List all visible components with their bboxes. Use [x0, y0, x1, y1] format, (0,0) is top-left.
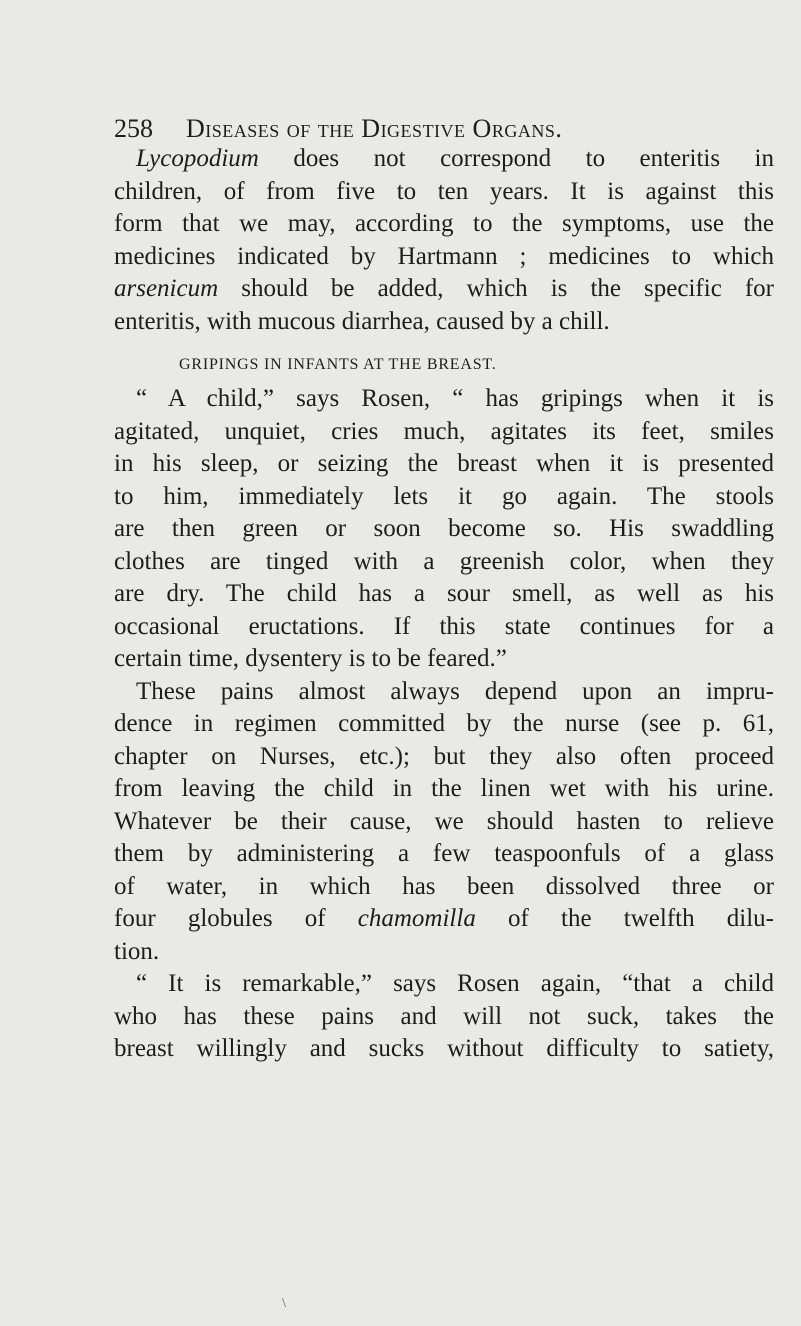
text-line: four globules of chamomilla of the twelfth dilu-	[114, 905, 774, 932]
paragraph-rosen-quote	[114, 383, 774, 676]
text-line: dence in regimen committed by the nurse (see p. 61,	[114, 710, 774, 737]
text-line: chapter on Nurses, etc.); but they also often proceed	[114, 742, 774, 770]
text-line: who has these pains and will not suck, takes the	[114, 1002, 774, 1030]
text-line: tion.	[114, 937, 160, 965]
text-line: medicines indicated by Hartmann ; medicines to which	[114, 242, 774, 270]
text-line: occasional eructations. If this state continues for a	[114, 612, 774, 640]
page-number: 258	[114, 114, 153, 143]
text-line: agitated, unquiet, cries much, agitates its feet, smiles	[114, 417, 774, 445]
text-line: “ It is remarkable,” says Rosen again, “that a child	[136, 970, 774, 997]
text-line: are dry. The child has a sour smell, as well as his	[114, 580, 774, 607]
text-line: form that we may, according to the symptoms, use the	[114, 210, 774, 237]
page-header	[114, 112, 764, 146]
text-line: enteritis, with mucous diarrhea, caused by a chill.	[114, 307, 610, 335]
paragraph-remarkable	[114, 968, 774, 1066]
paragraph-lycopodium	[114, 143, 774, 338]
text-line: “ A child,” says Rosen, “ has gripings when it is	[136, 385, 774, 412]
stray-print-mark: \	[282, 1296, 286, 1311]
italic-term: Lycopodium	[136, 145, 259, 172]
text-line: breast willingly and sucks without difficulty to satiety,	[114, 1035, 774, 1062]
text-line: clothes are tinged with a greenish color, when they	[114, 547, 774, 575]
italic-term: arsenicum	[114, 275, 219, 302]
text-line: them by administering a few teaspoonfuls of a glass	[114, 840, 774, 867]
paragraph-pains	[114, 676, 774, 969]
text-line: arsenicum should be added, which is the specific for	[114, 275, 774, 302]
text-line: These pains almost always depend upon an impru-	[136, 677, 774, 705]
text-line: Whatever be their cause, we should hasten to relieve	[114, 807, 774, 835]
text-line: from leaving the child in the linen wet with his urine.	[114, 775, 774, 802]
text-line: to him, immediately lets it go again. The stools	[114, 482, 774, 510]
body-text	[114, 143, 774, 1066]
text-line: in his sleep, or seizing the breast when it is presented	[114, 450, 774, 477]
text-line: certain time, dysentery is to be feared.”	[114, 645, 507, 672]
text-line: are then green or soon become so. His swaddling	[114, 515, 774, 542]
text-line: Lycopodium does not correspond to enteritis in	[136, 145, 774, 172]
running-title: Diseases of the Digestive Organs.	[186, 114, 563, 143]
text-line: of water, in which has been dissolved three or	[114, 872, 774, 900]
italic-term: chamomilla	[357, 905, 476, 932]
section-heading: GRIPINGS IN INFANTS AT THE BREAST.	[179, 356, 497, 373]
text-line: children, of from five to ten years. It is against this	[114, 177, 774, 205]
